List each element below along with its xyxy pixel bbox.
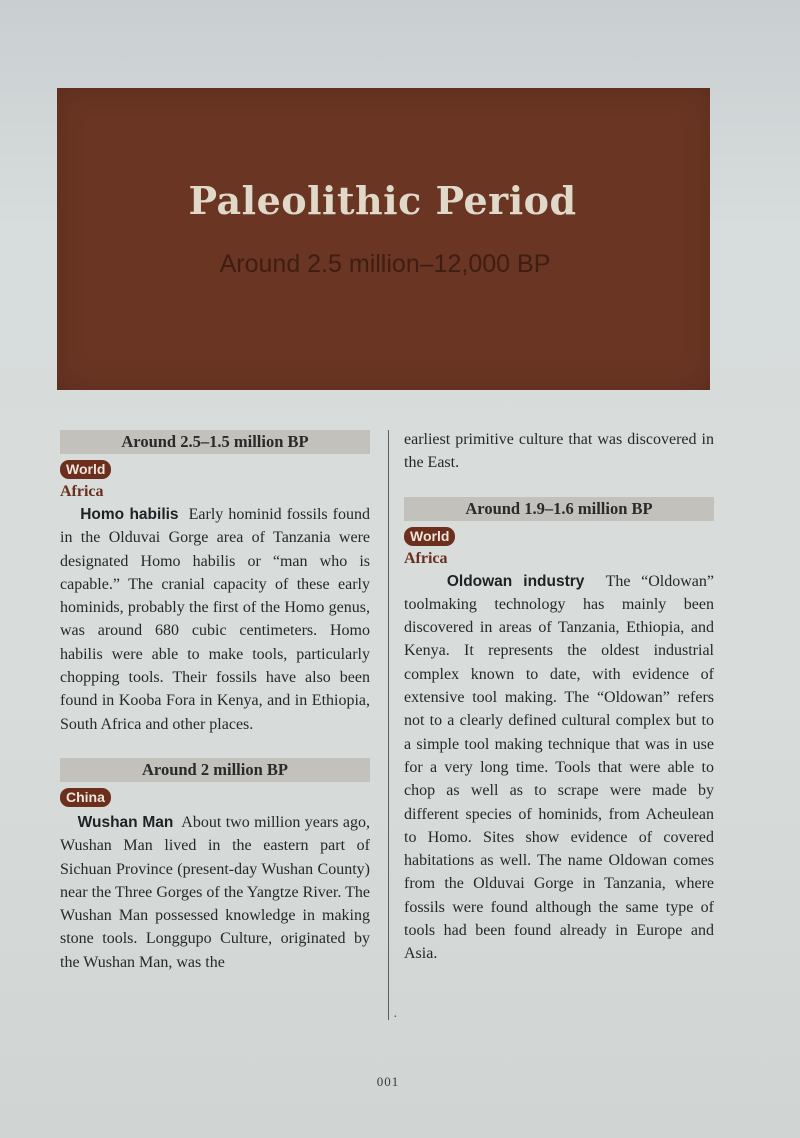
- divider-dot: ·: [393, 1010, 398, 1025]
- region-label: Africa: [404, 549, 448, 567]
- entry-term: Oldowan industry: [446, 572, 585, 590]
- page-number: 001: [376, 1074, 400, 1089]
- entry-oldowan-industry: [404, 570, 714, 966]
- entry-homo-habilis: [60, 503, 370, 736]
- right-column: [404, 428, 714, 966]
- chapter-subtitle: Around 2.5 million–12,000 BP: [219, 250, 551, 278]
- region-label: Africa: [60, 483, 104, 500]
- tag-world: World: [60, 460, 111, 479]
- entry-continuation: earliest primitive culture that was discovered in the East.: [404, 431, 714, 472]
- section-heading: Around 2 million BP: [60, 758, 370, 782]
- left-column: [60, 430, 370, 974]
- column-divider: [388, 430, 389, 1020]
- entry-text: The “Oldowan” toolmaking technology has mainly been discovered in areas of Tanzania, Ethiopia, and Kenya. It represents the oldest industrial complex known to date, with evidence of extensive tool making. The “Oldowan” refers not to a clearly defined cultural complex but to a simple tool making technique that was in use for a very long time. Tools that were able to chop as well as to scrape were made by different species of hominids, from Acheulean to Homo. Sites show evidence of covered habitations as well. The name Oldowan comes from the Olduvai Gorge in Tanzania, where fossils were found although the same type of tools had been found already in Europe and Asia.: [404, 572, 715, 963]
- entry-text: About two million years ago, Wushan Man lived in the eastern part of Sichuan Province (present-day Wushan County) near the Three Gorges of the Yangtze River. The Wushan Man possessed knowledge in making stone tools. Longgupo Culture, originated by the Wushan Man, was the: [60, 813, 370, 971]
- chapter-title: Paleolithic Period: [188, 178, 577, 223]
- entry-term: Homo habilis: [80, 506, 179, 523]
- entry-wushan-man: [60, 811, 370, 974]
- entry-text: Early hominid fossils found in the Olduvai Gorge area of Tanzania were designated Homo habilis or “man who is capable.” The cranial capacity of these early hominids, probably the first of the Homo genus, was around 680 cubic centimeters. Homo habilis were able to make tools, particularly chopping tools. Their fossils have also been found in Kooba Fora in Kenya, and in Ethiopia, South Africa and other places.: [60, 506, 370, 733]
- chapter-banner: [57, 88, 710, 390]
- section-heading: Around 1.9–1.6 million BP: [404, 497, 714, 521]
- entry-term: Wushan Man: [77, 813, 174, 831]
- tag-china: China: [60, 788, 111, 807]
- tag-world: World: [404, 527, 455, 546]
- section-heading: Around 2.5–1.5 million BP: [60, 430, 370, 454]
